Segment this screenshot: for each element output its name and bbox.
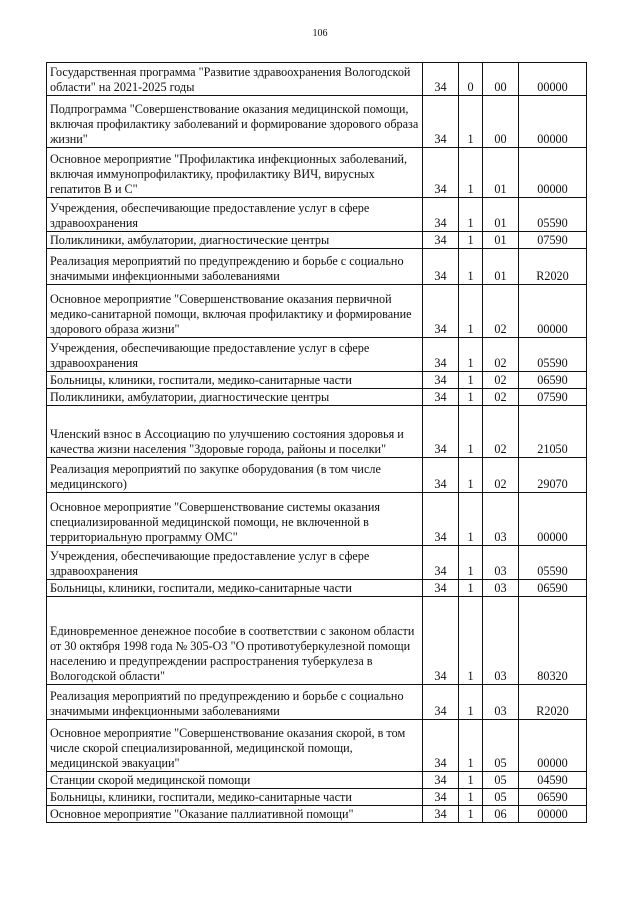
subprogram-code-cell: 0 bbox=[459, 63, 483, 96]
row-name-cell: Основное мероприятие "Оказание паллиативной помощи" bbox=[47, 806, 423, 823]
row-name-cell: Основное мероприятие "Профилактика инфекционных заболеваний, включая иммунопрофилактику, профилактику ВИЧ, вирусных гепатитов В и С" bbox=[47, 148, 423, 198]
activity-code-cell: 02 bbox=[483, 285, 519, 338]
row-name-cell: Подпрограмма "Совершенствование оказания медицинской помощи, включая профилактику заболеваний и формирование здорового образа жизни" bbox=[47, 96, 423, 148]
direction-code-cell: 05590 bbox=[519, 338, 587, 372]
row-name-cell: Больницы, клиники, госпитали, медико-санитарные части bbox=[47, 580, 423, 597]
table-row bbox=[47, 372, 587, 389]
subprogram-code-cell: 1 bbox=[459, 249, 483, 285]
activity-code-cell: 02 bbox=[483, 372, 519, 389]
activity-code-cell: 00 bbox=[483, 63, 519, 96]
budget-classification-table bbox=[46, 62, 587, 823]
program-code-cell: 34 bbox=[423, 338, 459, 372]
direction-code-cell: 07590 bbox=[519, 232, 587, 249]
program-code-cell: 34 bbox=[423, 580, 459, 597]
table-row bbox=[47, 789, 587, 806]
direction-code-cell: 29070 bbox=[519, 458, 587, 493]
table-row bbox=[47, 338, 587, 372]
table-row bbox=[47, 685, 587, 720]
activity-code-cell: 00 bbox=[483, 96, 519, 148]
subprogram-code-cell: 1 bbox=[459, 458, 483, 493]
direction-code-cell: 00000 bbox=[519, 96, 587, 148]
activity-code-cell: 02 bbox=[483, 458, 519, 493]
activity-code-cell: 01 bbox=[483, 148, 519, 198]
activity-code-cell: 05 bbox=[483, 720, 519, 772]
row-name-cell: Реализация мероприятий по предупреждению и борьбе с социально значимыми инфекционными заболеваниями bbox=[47, 249, 423, 285]
table-row bbox=[47, 285, 587, 338]
row-name-cell: Станции скорой медицинской помощи bbox=[47, 772, 423, 789]
program-code-cell: 34 bbox=[423, 232, 459, 249]
program-code-cell: 34 bbox=[423, 63, 459, 96]
row-name-cell: Единовременное денежное пособие в соответствии с законом области от 30 октября 1998 года № 305-ОЗ "О противотуберкулезной помощи населению и предупреждении распространения туберкулеза в Вологодской области" bbox=[47, 597, 423, 685]
page-number: 106 bbox=[312, 28, 328, 39]
activity-code-cell: 03 bbox=[483, 685, 519, 720]
subprogram-code-cell: 1 bbox=[459, 406, 483, 458]
row-name-cell: Членский взнос в Ассоциацию по улучшению состояния здоровья и качества жизни населения "Здоровые города, районы и поселки" bbox=[47, 406, 423, 458]
direction-code-cell: 04590 bbox=[519, 772, 587, 789]
activity-code-cell: 02 bbox=[483, 338, 519, 372]
program-code-cell: 34 bbox=[423, 458, 459, 493]
row-name-cell: Больницы, клиники, госпитали, медико-санитарные части bbox=[47, 372, 423, 389]
subprogram-code-cell: 1 bbox=[459, 148, 483, 198]
activity-code-cell: 05 bbox=[483, 789, 519, 806]
row-name-cell: Реализация мероприятий по предупреждению и борьбе с социально значимыми инфекционными заболеваниями bbox=[47, 685, 423, 720]
row-name-cell: Учреждения, обеспечивающие предоставление услуг в сфере здравоохранения bbox=[47, 546, 423, 580]
table-row bbox=[47, 389, 587, 406]
activity-code-cell: 01 bbox=[483, 198, 519, 232]
row-name-cell: Поликлиники, амбулатории, диагностические центры bbox=[47, 232, 423, 249]
subprogram-code-cell: 1 bbox=[459, 96, 483, 148]
program-code-cell: 34 bbox=[423, 249, 459, 285]
table-row bbox=[47, 772, 587, 789]
direction-code-cell: 21050 bbox=[519, 406, 587, 458]
subprogram-code-cell: 1 bbox=[459, 580, 483, 597]
table-row bbox=[47, 458, 587, 493]
program-code-cell: 34 bbox=[423, 372, 459, 389]
table-row bbox=[47, 232, 587, 249]
direction-code-cell: 00000 bbox=[519, 148, 587, 198]
program-code-cell: 34 bbox=[423, 96, 459, 148]
program-code-cell: 34 bbox=[423, 789, 459, 806]
table-row bbox=[47, 597, 587, 685]
row-name-cell: Поликлиники, амбулатории, диагностические центры bbox=[47, 389, 423, 406]
table-row bbox=[47, 493, 587, 546]
direction-code-cell: R2020 bbox=[519, 685, 587, 720]
subprogram-code-cell: 1 bbox=[459, 372, 483, 389]
program-code-cell: 34 bbox=[423, 720, 459, 772]
activity-code-cell: 02 bbox=[483, 389, 519, 406]
subprogram-code-cell: 1 bbox=[459, 493, 483, 546]
table-row bbox=[47, 96, 587, 148]
program-code-cell: 34 bbox=[423, 285, 459, 338]
activity-code-cell: 01 bbox=[483, 249, 519, 285]
program-code-cell: 34 bbox=[423, 198, 459, 232]
table-body bbox=[47, 63, 587, 823]
row-name-cell: Больницы, клиники, госпитали, медико-санитарные части bbox=[47, 789, 423, 806]
program-code-cell: 34 bbox=[423, 148, 459, 198]
subprogram-code-cell: 1 bbox=[459, 597, 483, 685]
program-code-cell: 34 bbox=[423, 493, 459, 546]
subprogram-code-cell: 1 bbox=[459, 772, 483, 789]
table-row bbox=[47, 406, 587, 458]
row-name-cell: Государственная программа "Развитие здравоохранения Вологодской области" на 2021-2025 годы bbox=[47, 63, 423, 96]
program-code-cell: 34 bbox=[423, 546, 459, 580]
direction-code-cell: 06590 bbox=[519, 789, 587, 806]
direction-code-cell: 00000 bbox=[519, 285, 587, 338]
activity-code-cell: 03 bbox=[483, 597, 519, 685]
direction-code-cell: 00000 bbox=[519, 63, 587, 96]
table-row bbox=[47, 249, 587, 285]
direction-code-cell: 06590 bbox=[519, 580, 587, 597]
subprogram-code-cell: 1 bbox=[459, 389, 483, 406]
subprogram-code-cell: 1 bbox=[459, 198, 483, 232]
subprogram-code-cell: 1 bbox=[459, 789, 483, 806]
table-row bbox=[47, 198, 587, 232]
program-code-cell: 34 bbox=[423, 772, 459, 789]
subprogram-code-cell: 1 bbox=[459, 720, 483, 772]
direction-code-cell: 05590 bbox=[519, 198, 587, 232]
direction-code-cell: R2020 bbox=[519, 249, 587, 285]
direction-code-cell: 07590 bbox=[519, 389, 587, 406]
program-code-cell: 34 bbox=[423, 406, 459, 458]
direction-code-cell: 00000 bbox=[519, 806, 587, 823]
table-row bbox=[47, 546, 587, 580]
program-code-cell: 34 bbox=[423, 389, 459, 406]
subprogram-code-cell: 1 bbox=[459, 685, 483, 720]
row-name-cell: Учреждения, обеспечивающие предоставление услуг в сфере здравоохранения bbox=[47, 198, 423, 232]
program-code-cell: 34 bbox=[423, 685, 459, 720]
direction-code-cell: 00000 bbox=[519, 493, 587, 546]
subprogram-code-cell: 1 bbox=[459, 546, 483, 580]
table-row bbox=[47, 63, 587, 96]
subprogram-code-cell: 1 bbox=[459, 285, 483, 338]
activity-code-cell: 06 bbox=[483, 806, 519, 823]
program-code-cell: 34 bbox=[423, 597, 459, 685]
row-name-cell: Основное мероприятие "Совершенствование системы оказания специализированной медицинской помощи, не включенной в территориальную программу ОМС" bbox=[47, 493, 423, 546]
activity-code-cell: 03 bbox=[483, 546, 519, 580]
direction-code-cell: 06590 bbox=[519, 372, 587, 389]
activity-code-cell: 02 bbox=[483, 406, 519, 458]
activity-code-cell: 01 bbox=[483, 232, 519, 249]
subprogram-code-cell: 1 bbox=[459, 232, 483, 249]
row-name-cell: Реализация мероприятий по закупке оборудования (в том числе медицинского) bbox=[47, 458, 423, 493]
row-name-cell: Основное мероприятие "Совершенствование оказания первичной медико-санитарной помощи, включая профилактику и формирование здорового образа жизни" bbox=[47, 285, 423, 338]
table-row bbox=[47, 806, 587, 823]
table-row bbox=[47, 580, 587, 597]
activity-code-cell: 03 bbox=[483, 493, 519, 546]
row-name-cell: Основное мероприятие "Совершенствование оказания скорой, в том числе скорой специализированной, медицинской помощи, медицинской эвакуации" bbox=[47, 720, 423, 772]
activity-code-cell: 05 bbox=[483, 772, 519, 789]
table-row bbox=[47, 720, 587, 772]
row-name-cell: Учреждения, обеспечивающие предоставление услуг в сфере здравоохранения bbox=[47, 338, 423, 372]
activity-code-cell: 03 bbox=[483, 580, 519, 597]
subprogram-code-cell: 1 bbox=[459, 338, 483, 372]
direction-code-cell: 80320 bbox=[519, 597, 587, 685]
direction-code-cell: 00000 bbox=[519, 720, 587, 772]
table-row bbox=[47, 148, 587, 198]
subprogram-code-cell: 1 bbox=[459, 806, 483, 823]
program-code-cell: 34 bbox=[423, 806, 459, 823]
direction-code-cell: 05590 bbox=[519, 546, 587, 580]
